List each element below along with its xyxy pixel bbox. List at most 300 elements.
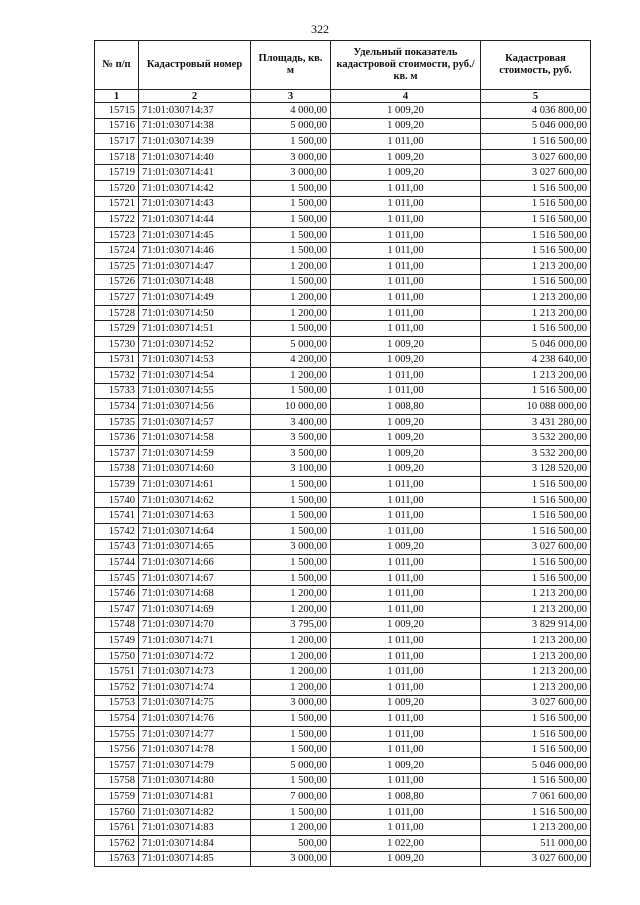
row-index-cell: 15746 — [95, 586, 139, 602]
row-index-cell: 15741 — [95, 508, 139, 524]
area-cell: 1 500,00 — [251, 773, 331, 789]
row-index-cell: 15734 — [95, 399, 139, 415]
table-row — [95, 430, 591, 446]
unit-value-cell: 1 011,00 — [331, 586, 481, 602]
table-row — [95, 165, 591, 181]
table-row — [95, 773, 591, 789]
area-cell: 1 500,00 — [251, 804, 331, 820]
unit-value-cell: 1 011,00 — [331, 134, 481, 150]
table-row — [95, 570, 591, 586]
area-cell: 3 000,00 — [251, 851, 331, 867]
unit-value-cell: 1 011,00 — [331, 742, 481, 758]
cadastral-number-cell: 71:01:030714:38 — [139, 118, 251, 134]
unit-value-cell: 1 011,00 — [331, 368, 481, 384]
cadastral-number-cell: 71:01:030714:42 — [139, 180, 251, 196]
unit-value-cell: 1 008,80 — [331, 789, 481, 805]
row-index-cell: 15733 — [95, 383, 139, 399]
table-row — [95, 524, 591, 540]
table-row — [95, 586, 591, 602]
cadastral-value-cell: 1 516 500,00 — [481, 243, 591, 259]
cadastral-number-cell: 71:01:030714:70 — [139, 617, 251, 633]
table-body — [95, 103, 591, 867]
table-row — [95, 196, 591, 212]
cadastral-value-cell: 1 213 200,00 — [481, 602, 591, 618]
table-row — [95, 804, 591, 820]
area-cell: 1 500,00 — [251, 212, 331, 228]
cadastral-value-cell: 4 036 800,00 — [481, 103, 591, 119]
cadastral-number-cell: 71:01:030714:79 — [139, 757, 251, 773]
table-row — [95, 742, 591, 758]
column-number: 1 — [95, 90, 139, 103]
cadastral-number-cell: 71:01:030714:51 — [139, 321, 251, 337]
cadastral-number-cell: 71:01:030714:37 — [139, 103, 251, 119]
table-row — [95, 679, 591, 695]
unit-value-cell: 1 011,00 — [331, 227, 481, 243]
cadastral-number-cell: 71:01:030714:83 — [139, 820, 251, 836]
table-row — [95, 789, 591, 805]
area-cell: 3 795,00 — [251, 617, 331, 633]
unit-value-cell: 1 009,20 — [331, 352, 481, 368]
unit-value-cell: 1 011,00 — [331, 258, 481, 274]
row-index-cell: 15735 — [95, 414, 139, 430]
unit-value-cell: 1 011,00 — [331, 648, 481, 664]
table-row — [95, 851, 591, 867]
cadastral-number-cell: 71:01:030714:55 — [139, 383, 251, 399]
area-cell: 1 500,00 — [251, 711, 331, 727]
cadastral-value-cell: 1 213 200,00 — [481, 305, 591, 321]
cadastral-value-cell: 1 213 200,00 — [481, 664, 591, 680]
cadastral-value-cell: 1 516 500,00 — [481, 508, 591, 524]
area-cell: 1 500,00 — [251, 477, 331, 493]
area-cell: 1 200,00 — [251, 258, 331, 274]
unit-value-cell: 1 009,20 — [331, 414, 481, 430]
row-index-cell: 15718 — [95, 149, 139, 165]
row-index-cell: 15754 — [95, 711, 139, 727]
cadastral-number-cell: 71:01:030714:58 — [139, 430, 251, 446]
area-cell: 3 000,00 — [251, 149, 331, 165]
row-index-cell: 15736 — [95, 430, 139, 446]
cadastral-number-cell: 71:01:030714:49 — [139, 290, 251, 306]
unit-value-cell: 1 009,20 — [331, 430, 481, 446]
cadastral-number-cell: 71:01:030714:50 — [139, 305, 251, 321]
cadastral-value-cell: 1 213 200,00 — [481, 648, 591, 664]
cadastral-number-cell: 71:01:030714:81 — [139, 789, 251, 805]
cadastral-number-cell: 71:01:030714:45 — [139, 227, 251, 243]
cadastral-value-cell: 4 238 640,00 — [481, 352, 591, 368]
cadastral-value-cell: 1 516 500,00 — [481, 477, 591, 493]
row-index-cell: 15759 — [95, 789, 139, 805]
table-row — [95, 835, 591, 851]
cadastral-number-cell: 71:01:030714:74 — [139, 679, 251, 695]
unit-value-cell: 1 011,00 — [331, 555, 481, 571]
row-index-cell: 15757 — [95, 757, 139, 773]
table-row — [95, 149, 591, 165]
cadastral-value-cell: 1 516 500,00 — [481, 555, 591, 571]
table-row — [95, 274, 591, 290]
header-index: № п/п — [95, 41, 139, 90]
cadastral-number-cell: 71:01:030714:44 — [139, 212, 251, 228]
cadastral-number-cell: 71:01:030714:40 — [139, 149, 251, 165]
row-index-cell: 15756 — [95, 742, 139, 758]
table-row — [95, 383, 591, 399]
area-cell: 3 100,00 — [251, 461, 331, 477]
cadastral-value-cell: 511 000,00 — [481, 835, 591, 851]
row-index-cell: 15728 — [95, 305, 139, 321]
unit-value-cell: 1 011,00 — [331, 180, 481, 196]
column-number: 3 — [251, 90, 331, 103]
table-row — [95, 695, 591, 711]
row-index-cell: 15732 — [95, 368, 139, 384]
cadastral-value-cell: 7 061 600,00 — [481, 789, 591, 805]
area-cell: 1 500,00 — [251, 726, 331, 742]
cadastral-value-cell: 1 516 500,00 — [481, 711, 591, 727]
header-cadastral-value: Кадастровая стоимость, руб. — [481, 41, 591, 90]
row-index-cell: 15727 — [95, 290, 139, 306]
cadastral-number-cell: 71:01:030714:82 — [139, 804, 251, 820]
column-number: 5 — [481, 90, 591, 103]
cadastral-number-cell: 71:01:030714:77 — [139, 726, 251, 742]
area-cell: 1 200,00 — [251, 305, 331, 321]
cadastral-value-cell: 1 213 200,00 — [481, 633, 591, 649]
row-index-cell: 15763 — [95, 851, 139, 867]
row-index-cell: 15717 — [95, 134, 139, 150]
area-cell: 1 500,00 — [251, 742, 331, 758]
row-index-cell: 15753 — [95, 695, 139, 711]
unit-value-cell: 1 011,00 — [331, 726, 481, 742]
cadastral-value-cell: 1 516 500,00 — [481, 742, 591, 758]
row-index-cell: 15716 — [95, 118, 139, 134]
unit-value-cell: 1 011,00 — [331, 305, 481, 321]
unit-value-cell: 1 009,20 — [331, 617, 481, 633]
area-cell: 1 500,00 — [251, 196, 331, 212]
cadastral-number-cell: 71:01:030714:61 — [139, 477, 251, 493]
cadastral-number-cell: 71:01:030714:76 — [139, 711, 251, 727]
unit-value-cell: 1 009,20 — [331, 539, 481, 555]
cadastral-number-cell: 71:01:030714:48 — [139, 274, 251, 290]
row-index-cell: 15726 — [95, 274, 139, 290]
area-cell: 3 000,00 — [251, 539, 331, 555]
unit-value-cell: 1 011,00 — [331, 196, 481, 212]
unit-value-cell: 1 011,00 — [331, 633, 481, 649]
cadastral-value-cell: 3 532 200,00 — [481, 446, 591, 462]
table-row — [95, 446, 591, 462]
unit-value-cell: 1 011,00 — [331, 274, 481, 290]
area-cell: 10 000,00 — [251, 399, 331, 415]
table-header-row — [95, 41, 591, 90]
cadastral-value-cell: 3 027 600,00 — [481, 851, 591, 867]
unit-value-cell: 1 011,00 — [331, 243, 481, 259]
unit-value-cell: 1 011,00 — [331, 602, 481, 618]
unit-value-cell: 1 022,00 — [331, 835, 481, 851]
unit-value-cell: 1 011,00 — [331, 524, 481, 540]
table-row — [95, 492, 591, 508]
unit-value-cell: 1 011,00 — [331, 804, 481, 820]
cadastral-value-cell: 1 516 500,00 — [481, 804, 591, 820]
cadastral-number-cell: 71:01:030714:59 — [139, 446, 251, 462]
table-row — [95, 602, 591, 618]
cadastral-value-cell: 3 027 600,00 — [481, 149, 591, 165]
cadastral-number-cell: 71:01:030714:47 — [139, 258, 251, 274]
row-index-cell: 15729 — [95, 321, 139, 337]
table-row — [95, 180, 591, 196]
table-row — [95, 134, 591, 150]
area-cell: 5 000,00 — [251, 336, 331, 352]
row-index-cell: 15755 — [95, 726, 139, 742]
area-cell: 4 200,00 — [251, 352, 331, 368]
cadastral-value-cell: 5 046 000,00 — [481, 118, 591, 134]
table-row — [95, 820, 591, 836]
area-cell: 1 500,00 — [251, 555, 331, 571]
cadastral-number-cell: 71:01:030714:64 — [139, 524, 251, 540]
area-cell: 1 500,00 — [251, 508, 331, 524]
unit-value-cell: 1 011,00 — [331, 492, 481, 508]
table-row — [95, 664, 591, 680]
table-row — [95, 227, 591, 243]
area-cell: 500,00 — [251, 835, 331, 851]
unit-value-cell: 1 011,00 — [331, 570, 481, 586]
cadastral-number-cell: 71:01:030714:69 — [139, 602, 251, 618]
row-index-cell: 15751 — [95, 664, 139, 680]
row-index-cell: 15758 — [95, 773, 139, 789]
table-row — [95, 103, 591, 119]
cadastral-value-cell: 1 516 500,00 — [481, 524, 591, 540]
cadastral-number-cell: 71:01:030714:68 — [139, 586, 251, 602]
cadastral-value-cell: 1 516 500,00 — [481, 383, 591, 399]
table-row — [95, 539, 591, 555]
area-cell: 1 500,00 — [251, 274, 331, 290]
cadastral-value-cell: 3 532 200,00 — [481, 430, 591, 446]
row-index-cell: 15740 — [95, 492, 139, 508]
table-row — [95, 711, 591, 727]
cadastral-number-cell: 71:01:030714:71 — [139, 633, 251, 649]
unit-value-cell: 1 009,20 — [331, 757, 481, 773]
cadastral-value-cell: 10 088 000,00 — [481, 399, 591, 415]
table-row — [95, 118, 591, 134]
cadastral-number-cell: 71:01:030714:65 — [139, 539, 251, 555]
area-cell: 1 500,00 — [251, 570, 331, 586]
cadastral-number-cell: 71:01:030714:39 — [139, 134, 251, 150]
table-row — [95, 461, 591, 477]
cadastral-value-cell: 1 516 500,00 — [481, 773, 591, 789]
row-index-cell: 15742 — [95, 524, 139, 540]
cadastral-value-cell: 1 516 500,00 — [481, 212, 591, 228]
table-row — [95, 633, 591, 649]
cadastral-number-cell: 71:01:030714:84 — [139, 835, 251, 851]
cadastral-value-cell: 1 213 200,00 — [481, 679, 591, 695]
row-index-cell: 15762 — [95, 835, 139, 851]
cadastral-value-cell: 1 516 500,00 — [481, 196, 591, 212]
row-index-cell: 15750 — [95, 648, 139, 664]
table-row — [95, 508, 591, 524]
unit-value-cell: 1 009,20 — [331, 103, 481, 119]
cadastral-number-cell: 71:01:030714:52 — [139, 336, 251, 352]
row-index-cell: 15724 — [95, 243, 139, 259]
unit-value-cell: 1 011,00 — [331, 679, 481, 695]
cadastral-number-cell: 71:01:030714:60 — [139, 461, 251, 477]
area-cell: 1 200,00 — [251, 602, 331, 618]
cadastral-number-cell: 71:01:030714:73 — [139, 664, 251, 680]
cadastral-value-cell: 1 516 500,00 — [481, 321, 591, 337]
column-number: 4 — [331, 90, 481, 103]
cadastral-number-cell: 71:01:030714:62 — [139, 492, 251, 508]
area-cell: 1 200,00 — [251, 648, 331, 664]
unit-value-cell: 1 009,20 — [331, 165, 481, 181]
row-index-cell: 15748 — [95, 617, 139, 633]
cadastral-value-cell: 1 213 200,00 — [481, 258, 591, 274]
unit-value-cell: 1 011,00 — [331, 820, 481, 836]
unit-value-cell: 1 009,20 — [331, 461, 481, 477]
row-index-cell: 15730 — [95, 336, 139, 352]
row-index-cell: 15745 — [95, 570, 139, 586]
area-cell: 1 200,00 — [251, 679, 331, 695]
row-index-cell: 15747 — [95, 602, 139, 618]
cadastral-number-cell: 71:01:030714:57 — [139, 414, 251, 430]
cadastral-number-cell: 71:01:030714:67 — [139, 570, 251, 586]
cadastral-number-cell: 71:01:030714:63 — [139, 508, 251, 524]
table-row — [95, 399, 591, 415]
table-row — [95, 290, 591, 306]
cadastral-value-cell: 1 516 500,00 — [481, 134, 591, 150]
area-cell: 1 500,00 — [251, 492, 331, 508]
area-cell: 1 200,00 — [251, 820, 331, 836]
cadastral-value-cell: 3 027 600,00 — [481, 539, 591, 555]
cadastral-value-cell: 1 516 500,00 — [481, 227, 591, 243]
cadastral-number-cell: 71:01:030714:72 — [139, 648, 251, 664]
area-cell: 1 200,00 — [251, 586, 331, 602]
cadastral-value-cell: 1 213 200,00 — [481, 586, 591, 602]
row-index-cell: 15731 — [95, 352, 139, 368]
area-cell: 4 000,00 — [251, 103, 331, 119]
unit-value-cell: 1 009,20 — [331, 851, 481, 867]
row-index-cell: 15719 — [95, 165, 139, 181]
row-index-cell: 15737 — [95, 446, 139, 462]
area-cell: 1 200,00 — [251, 368, 331, 384]
header-area: Площадь, кв. м — [251, 41, 331, 90]
table-row — [95, 555, 591, 571]
unit-value-cell: 1 011,00 — [331, 290, 481, 306]
cadastral-number-cell: 71:01:030714:80 — [139, 773, 251, 789]
table-row — [95, 258, 591, 274]
unit-value-cell: 1 011,00 — [331, 477, 481, 493]
unit-value-cell: 1 011,00 — [331, 383, 481, 399]
table-row — [95, 243, 591, 259]
area-cell: 3 500,00 — [251, 446, 331, 462]
table-row — [95, 617, 591, 633]
area-cell: 3 000,00 — [251, 165, 331, 181]
area-cell: 1 500,00 — [251, 134, 331, 150]
row-index-cell: 15760 — [95, 804, 139, 820]
row-index-cell: 15738 — [95, 461, 139, 477]
area-cell: 1 500,00 — [251, 180, 331, 196]
cadastral-number-cell: 71:01:030714:66 — [139, 555, 251, 571]
unit-value-cell: 1 009,20 — [331, 149, 481, 165]
table-row — [95, 321, 591, 337]
column-number-row — [95, 90, 591, 103]
cadastral-number-cell: 71:01:030714:78 — [139, 742, 251, 758]
cadastral-number-cell: 71:01:030714:41 — [139, 165, 251, 181]
area-cell: 3 400,00 — [251, 414, 331, 430]
cadastral-value-cell: 1 516 500,00 — [481, 274, 591, 290]
unit-value-cell: 1 011,00 — [331, 773, 481, 789]
column-number: 2 — [139, 90, 251, 103]
unit-value-cell: 1 011,00 — [331, 321, 481, 337]
header-unit-value: Удельный показатель кадастровой стоимости, руб./кв. м — [331, 41, 481, 90]
row-index-cell: 15739 — [95, 477, 139, 493]
cadastral-value-cell: 3 128 520,00 — [481, 461, 591, 477]
cadastral-value-cell: 5 046 000,00 — [481, 336, 591, 352]
unit-value-cell: 1 011,00 — [331, 711, 481, 727]
unit-value-cell: 1 011,00 — [331, 664, 481, 680]
area-cell: 1 500,00 — [251, 524, 331, 540]
unit-value-cell: 1 008,80 — [331, 399, 481, 415]
area-cell: 1 500,00 — [251, 243, 331, 259]
row-index-cell: 15720 — [95, 180, 139, 196]
area-cell: 1 200,00 — [251, 290, 331, 306]
page-number: 322 — [311, 22, 329, 36]
table-row — [95, 757, 591, 773]
row-index-cell: 15722 — [95, 212, 139, 228]
cadastral-table — [94, 40, 591, 867]
table-row — [95, 414, 591, 430]
area-cell: 1 200,00 — [251, 664, 331, 680]
cadastral-number-cell: 71:01:030714:85 — [139, 851, 251, 867]
cadastral-value-cell: 1 516 500,00 — [481, 726, 591, 742]
area-cell: 7 000,00 — [251, 789, 331, 805]
row-index-cell: 15752 — [95, 679, 139, 695]
area-cell: 5 000,00 — [251, 757, 331, 773]
row-index-cell: 15744 — [95, 555, 139, 571]
cadastral-number-cell: 71:01:030714:46 — [139, 243, 251, 259]
area-cell: 5 000,00 — [251, 118, 331, 134]
table-row — [95, 352, 591, 368]
unit-value-cell: 1 009,20 — [331, 336, 481, 352]
row-index-cell: 15743 — [95, 539, 139, 555]
cadastral-value-cell: 1 516 500,00 — [481, 492, 591, 508]
cadastral-value-cell: 1 213 200,00 — [481, 290, 591, 306]
table-row — [95, 305, 591, 321]
cadastral-number-cell: 71:01:030714:54 — [139, 368, 251, 384]
unit-value-cell: 1 009,20 — [331, 446, 481, 462]
header-cadastral-number: Кадастровый номер — [139, 41, 251, 90]
area-cell: 1 500,00 — [251, 383, 331, 399]
cadastral-number-cell: 71:01:030714:53 — [139, 352, 251, 368]
cadastral-value-cell: 1 516 500,00 — [481, 570, 591, 586]
table-row — [95, 648, 591, 664]
row-index-cell: 15721 — [95, 196, 139, 212]
cadastral-value-cell: 1 213 200,00 — [481, 820, 591, 836]
cadastral-value-cell: 1 516 500,00 — [481, 180, 591, 196]
cadastral-value-cell: 1 213 200,00 — [481, 368, 591, 384]
cadastral-value-cell: 3 027 600,00 — [481, 695, 591, 711]
row-index-cell: 15723 — [95, 227, 139, 243]
area-cell: 3 000,00 — [251, 695, 331, 711]
cadastral-value-cell: 5 046 000,00 — [481, 757, 591, 773]
row-index-cell: 15749 — [95, 633, 139, 649]
area-cell: 1 200,00 — [251, 633, 331, 649]
area-cell: 3 500,00 — [251, 430, 331, 446]
table-row — [95, 726, 591, 742]
table-row — [95, 212, 591, 228]
unit-value-cell: 1 011,00 — [331, 508, 481, 524]
row-index-cell: 15761 — [95, 820, 139, 836]
cadastral-number-cell: 71:01:030714:43 — [139, 196, 251, 212]
table-row — [95, 368, 591, 384]
area-cell: 1 500,00 — [251, 321, 331, 337]
cadastral-number-cell: 71:01:030714:56 — [139, 399, 251, 415]
unit-value-cell: 1 009,20 — [331, 118, 481, 134]
cadastral-value-cell: 3 027 600,00 — [481, 165, 591, 181]
cadastral-value-cell: 3 431 280,00 — [481, 414, 591, 430]
